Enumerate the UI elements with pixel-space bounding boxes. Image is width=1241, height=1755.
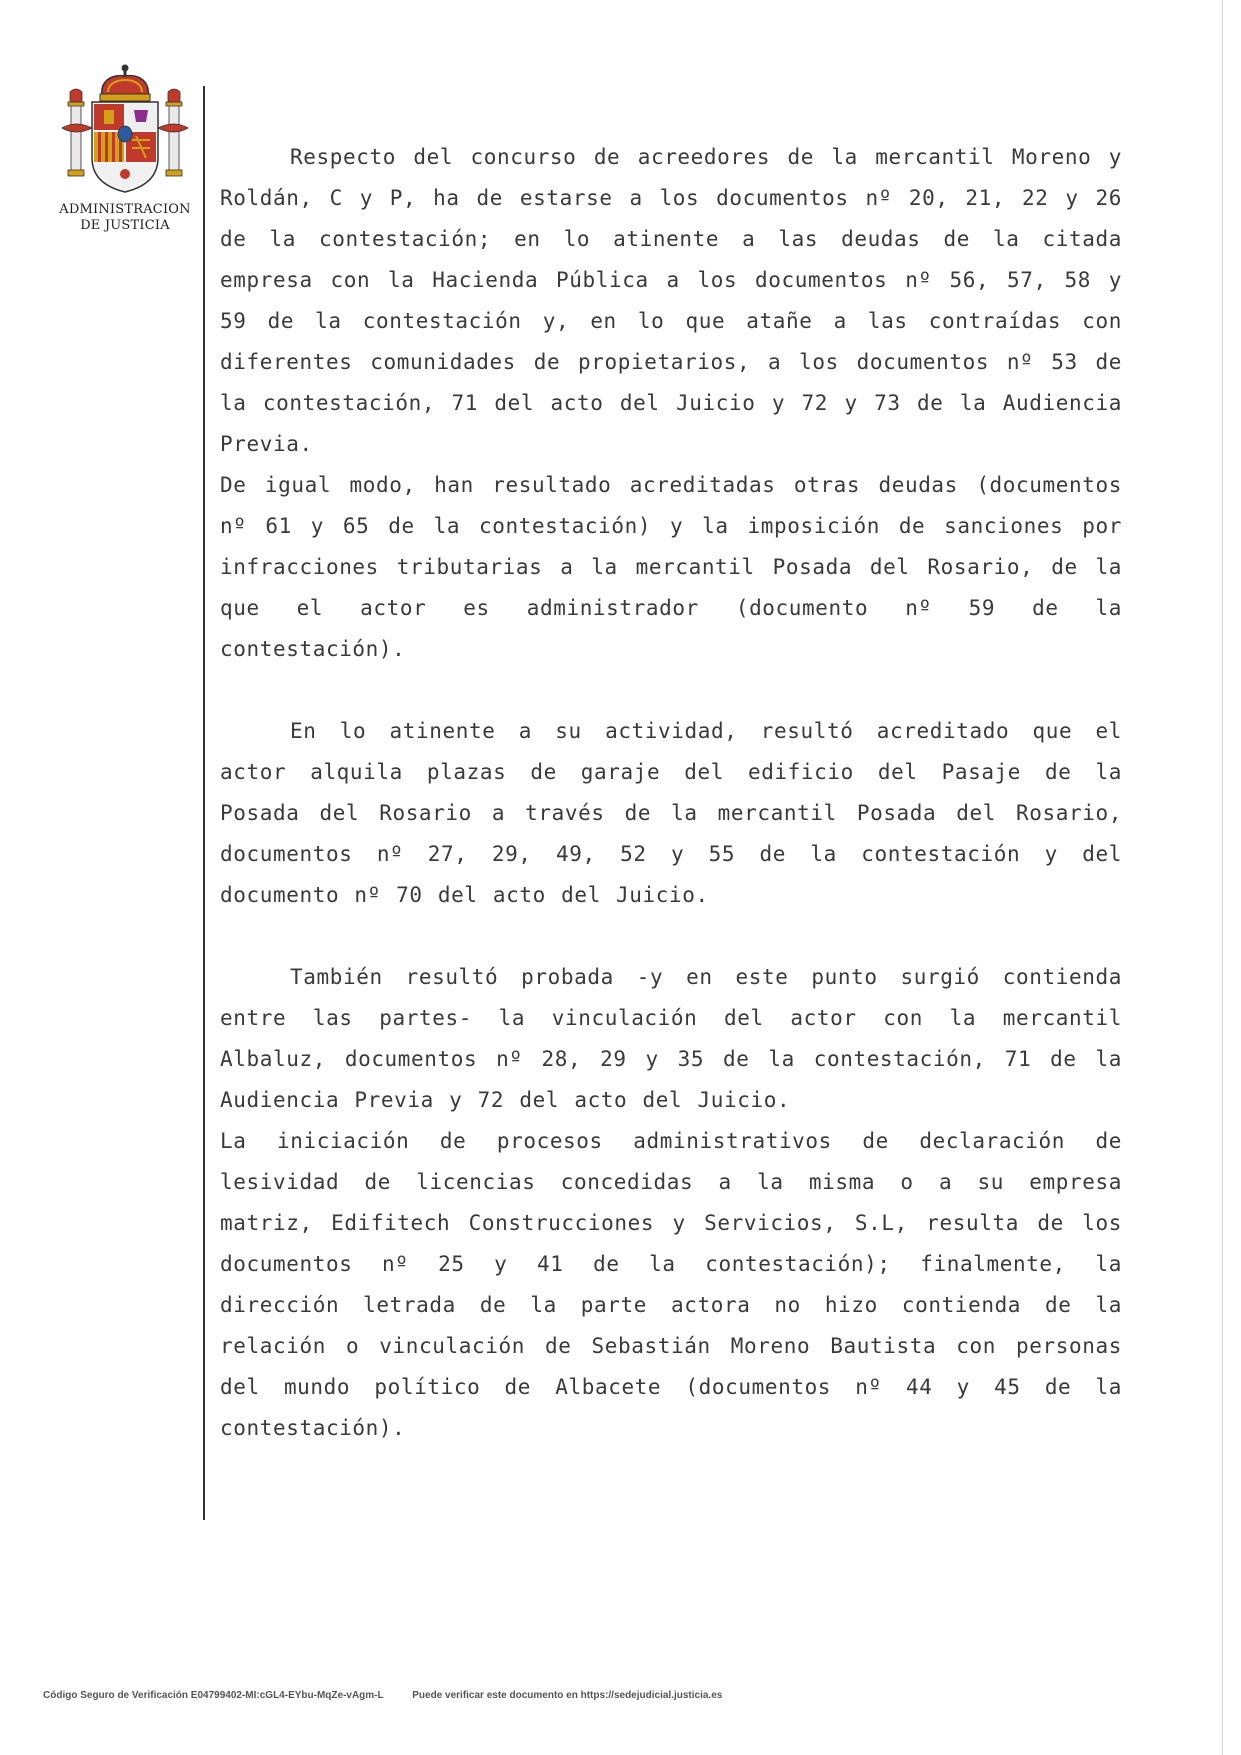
document-body [220, 137, 1122, 1449]
paragraph-concurso: Respecto del concurso de acreedores de la mercantil Moreno y Roldán, C y P, ha de estarse a los documentos nº 20, 21, 22 y 26 de la contestación; en lo atinente a las deudas de la citada empresa con la Hacienda Pública a los documentos nº 56, 57, 58 y 59 de la contestación y, en lo que atañe a las contraídas con diferentes comunidades de propietarios, a los documentos nº 53 de la contestación, 71 del acto del Juicio y 72 y 73 de la Audiencia Previa. [220, 145, 1122, 456]
paragraph-vinculacion: También resultó probada -y en este punto surgió contienda entre las partes- la vinculación del actor con la mercantil Albaluz, documentos nº 28, 29 y 35 de la contestación, 71 de la Audiencia Previa y 72 del acto del Juicio. [220, 965, 1122, 1112]
header-logo [50, 62, 200, 242]
page-edge [1222, 0, 1223, 1755]
verification-footer [43, 1690, 722, 1701]
logo-caption [50, 202, 200, 234]
verification-code: Código Seguro de Verificación E04799402-MI:cGL4-EYbu-MqZe-vAgm-L [43, 1690, 384, 1701]
logo-line-justicia: DE JUSTICIA [80, 218, 170, 233]
paragraph-lesividad: La iniciación de procesos administrativos de declaración de lesividad de licencias concedidas a la misma o a su empresa matriz, Edifitech Construcciones y Servicios, S.L, resulta de los documentos nº 25 y 41 de la contestación); finalmente, la dirección letrada de la parte actora no hizo contienda de la relación o vinculación de Sebastián Moreno Bautista con personas del mundo político de Albacete (documentos nº 44 y 45 de la contestación). [220, 1129, 1122, 1440]
spain-coat-of-arms-icon [58, 62, 192, 198]
margin-rule [203, 86, 205, 1520]
verification-url-text: Puede verificar este documento en https://sedejudicial.justicia.es [412, 1690, 723, 1701]
paragraph-deudas: De igual modo, han resultado acreditadas otras deudas (documentos nº 61 y 65 de la contestación) y la imposición de sanciones por infracciones tributarias a la mercantil Posada del Rosario, de la que el actor es administrador (documento nº 59 de la contestación). [220, 473, 1122, 661]
logo-line-administracion: ADMINISTRACION [59, 202, 191, 217]
paragraph-actividad: En lo atinente a su actividad, resultó acreditado que el actor alquila plazas de garaje del edificio del Pasaje de la Posada del Rosario a través de la mercantil Posada del Rosario, documentos nº 27, 29, 49, 52 y 55 de la contestación y del documento nº 70 del acto del Juicio. [220, 719, 1122, 907]
